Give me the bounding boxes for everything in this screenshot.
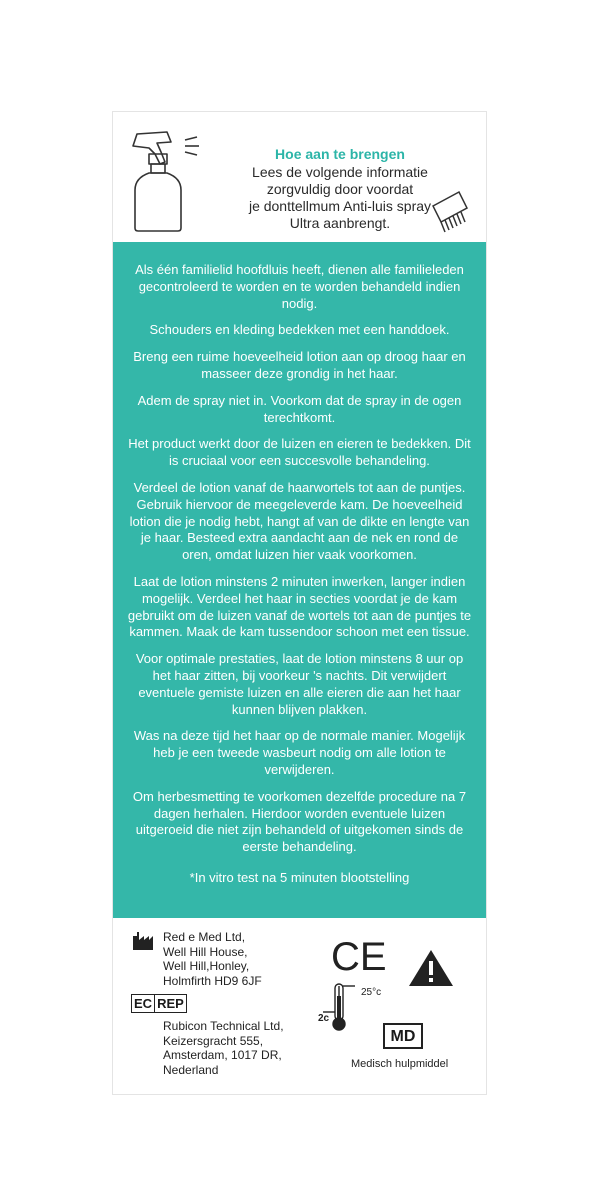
address-line: Well Hill House, [163,944,248,959]
header-section [113,112,486,242]
address-line: Amsterdam, 1017 DR, [163,1048,282,1062]
header-line: Ultra aanbrengt. [289,215,391,231]
header-line: Lees de volgende informatie [252,164,428,180]
warning-icon [407,948,455,988]
ec-rep-address [163,1019,284,1077]
rep-label: REP [157,996,184,1011]
temp-high-label: 25°c [361,987,382,998]
ce-mark-icon [331,934,389,976]
address-line: Keizersgracht 555, [163,1033,264,1048]
instruction-paragraph: Om herbesmetting te voorkomen dezelfde procedure na 7 dagen herhalen. Hierdoor worden eventuele luizen uitgeroeid die niet zijn behandeld of uitgekomen sinds de eerste behandeling. [132,788,467,855]
address-line: Red e Med Ltd, [163,930,246,944]
instruction-paragraph: Verdeel de lotion vanaf de haarwortels tot aan de puntjes. Gebruik hiervoor de meegeleverde kam. De hoeveelheid lotion die je nodig hebt, hangt af van de dikte en lengte van je haar. Besteed extra aandacht aan de nek en rond de oren, omdat luizen hier vaak voorkomen. [129,479,470,563]
instruction-paragraph: Was na deze tijd het haar op de normale manier. Mogelijk heb je een tweede wasbeurt nodig om alle lotion te verwijderen. [133,728,466,777]
instruction-paragraph: Het product werkt door de luizen en eieren te bedekken. Dit is cruciaal voor een succesvolle behandeling. [128,436,471,469]
address-line: Holmfirth HD9 6JF [163,973,262,988]
manufacturer-address [163,930,262,988]
address-line: Nederland [163,1062,219,1077]
instructions-text [127,262,472,897]
instruction-paragraph: Voor optimale prestaties, laat de lotion minstens 8 uur op het haar zitten, bij voorkeur 's nachts. Dit verwijdert eventuele gemiste luizen en alle eieren die aan het haar kunnen blijven plakken. [135,651,464,717]
comb-icon [429,190,471,240]
instruction-paragraph: Breng een ruime hoeveelheid lotion aan op droog haar en masseer deze grondig in het haar. [133,349,466,381]
instruction-paragraph: Als één familielid hoofdluis heeft, dienen alle familieleden gecontroleerd te worden en te worden behandeld indien nodig. [135,262,464,311]
address-line: Rubicon Technical Ltd, [163,1019,284,1033]
header-title: Hoe aan te brengen [275,146,405,162]
address-line: Well Hill,Honley, [163,959,250,973]
temperature-limit-icon [315,982,363,1034]
instruction-paragraph: Laat de lotion minstens 2 minuten inwerken, langer indien mogelijk. Verdeel het haar in secties voordat je de kam gebruikt om de luizen vanaf de wortels tot aan de puntjes te kammen. Maak de kam tussendoor schoon met een tissue. [127,573,472,640]
footnote: *In vitro test na 5 minuten blootstelling [189,869,410,885]
manufacturer-icon [133,932,153,950]
md-symbol: MD [383,1023,423,1049]
ce-mark-text: CE [331,935,387,976]
instructions-panel [113,242,486,918]
ec-rep-symbol [131,994,187,1013]
header-line: je donttellmum Anti-luis spray [248,198,432,214]
spray-bottle-icon [127,126,207,232]
ec-label: EC [132,995,155,1012]
header-line: zorgvuldig door voordat [266,181,414,197]
instruction-paragraph: Schouders en kleding bedekken met een handdoek. [149,322,450,338]
md-caption: Medisch hulpmiddel [351,1058,449,1070]
instruction-paragraph: Adem de spray niet in. Voorkom dat de spray in de ogen terechtkomt. [137,392,462,425]
temp-low-label: 2c [318,1013,330,1024]
product-leaflet [112,111,487,1095]
regulatory-section [113,918,486,1094]
